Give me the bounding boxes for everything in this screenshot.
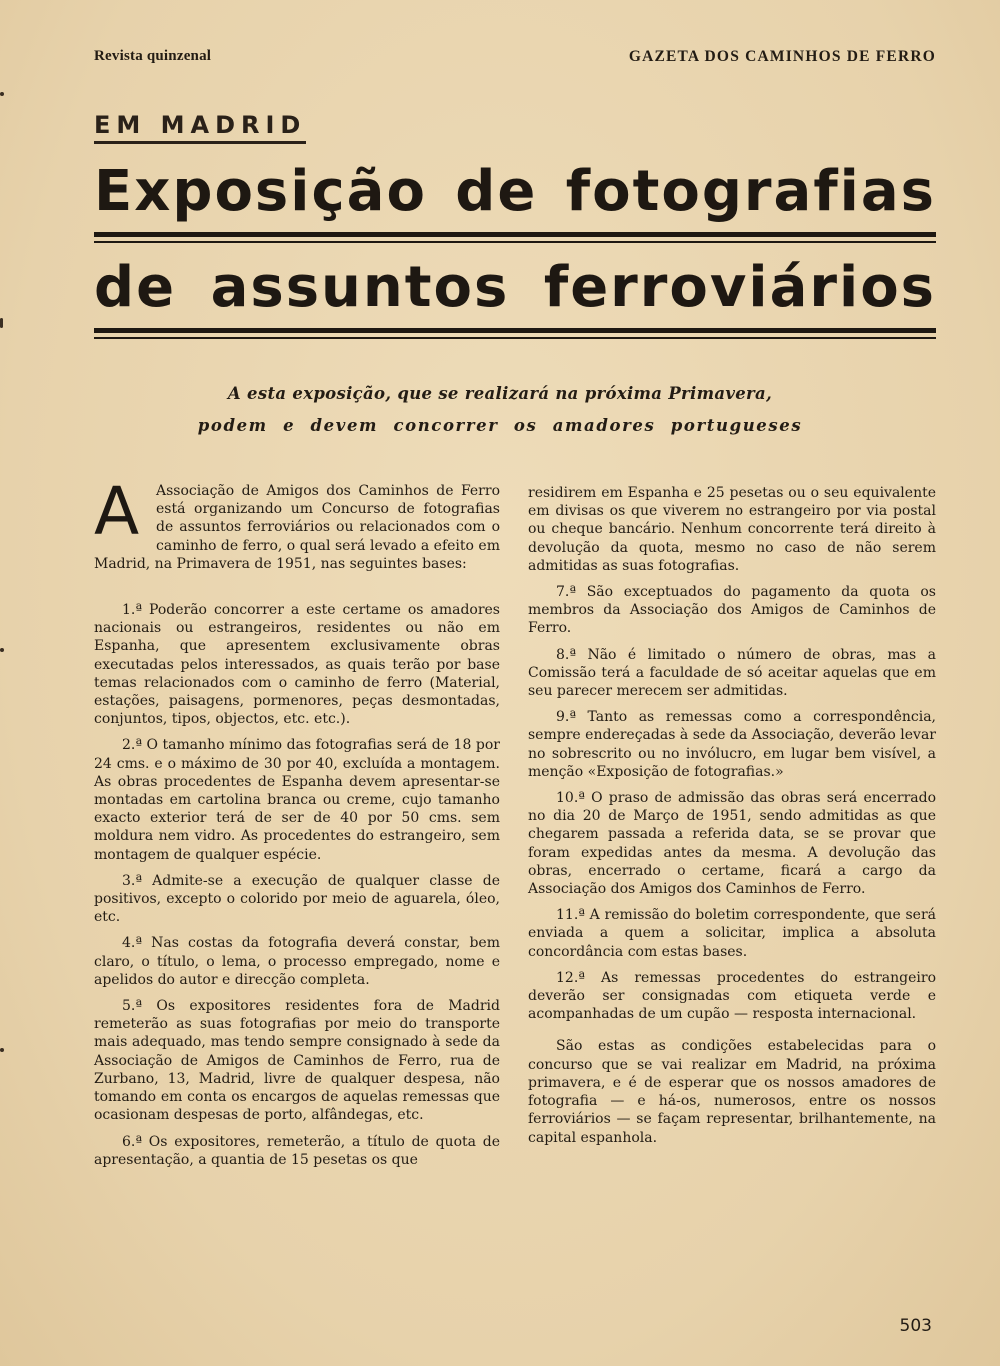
headline-rule — [94, 328, 936, 333]
rule-paragraph: 6.ª Os expositores, remeterão, a título de quota de apresentação, a quantia de 15 pesetas os que — [94, 1133, 500, 1168]
rule-paragraph: 9.ª Tanto as remessas como a correspondência, sempre endereçadas à sede da Associação, deverão levar no sobrescrito ou no invólucro, em lugar bem visível, a menção «Exposição de fotografias.» — [528, 709, 936, 780]
closing-paragraph: São estas as condições estabelecidas para o concurso que se vai realizar em Madrid, na próxima primavera, e é de esperar que os nossos amadores de fotografia — e há-os, numerosos, entre os nossos ferroviários — se façam representar, brilhantemente, na capital espanhola. — [528, 1038, 936, 1146]
subtitle-line-1: A esta exposição, que se realizará na próxima Primavera, — [227, 384, 773, 403]
intro-text: Associação de Amigos dos Caminhos de Ferro está organizando um Concurso de fotografias de assuntos ferroviários ou relacionados com o caminho de ferro, o qual será levado a efeito em Madrid, na Primavera de 1951, nas seguintes bases: — [94, 483, 500, 572]
headline-rule-thin — [94, 241, 936, 243]
rule-paragraph: 10.ª O praso de admissão das obras será encerrado no dia 20 de Março de 1951, sendo admitidas as que chegarem passada a referida data, se se provar que foram expedidas antes da mesma. A devolução das obras, encerrado o certame, ficará a cargo da Associação dos Amigos dos Caminhos de Ferro. — [528, 790, 936, 898]
drop-cap: A — [94, 473, 140, 550]
publication-title: GAZETA DOS CAMINHOS DE FERRO — [628, 48, 936, 65]
article-column-right — [528, 484, 936, 1155]
rule-paragraph: 12.ª As remessas procedentes do estrangeiro deverão ser consignadas com etiqueta verde e acompanhadas de um cupão — resposta internacional. — [528, 969, 936, 1023]
section-kicker: EM MADRID — [94, 111, 306, 144]
subtitle-line-2: podem e devem concorrer os amadores portugueses — [197, 416, 803, 435]
headline-rule — [94, 232, 936, 237]
headline-line-1: Exposição de fotografias — [94, 159, 936, 224]
rule-paragraph-continued: residirem em Espanha e 25 pesetas ou o seu equivalente em divisas os que viverem no estrangeiro por via postal ou cheque bancário. Nenhum concorrente terá direito à devolução da quota, mesmo no caso de não serem admitidas as suas fotografias. — [528, 485, 936, 574]
publication-frequency: Revista quinzenal — [94, 48, 212, 64]
rule-paragraph: 1.ª Poderão concorrer a este certame os amadores nacionais ou estrangeiros, residentes ou não em Espanha, que apresentem exclusivamente obras executadas pelos interessados, as quais terão por base temas relacionados com o caminho de ferro (Material, estações, paisagens, pormenores, peças desmontadas, conjuntos, tipos, objectos, etc. etc.). — [94, 602, 500, 728]
rule-paragraph: 11.ª A remissão do boletim correspondente, que será enviada a quem a solicitar, implica a absoluta concordância com estas bases. — [528, 907, 936, 960]
page-number: 503 — [899, 1316, 932, 1336]
margin-mark — [0, 1048, 4, 1052]
rule-paragraph: 2.ª O tamanho mínimo das fotografias será de 18 por 24 cms. e o máximo de 30 por 40, excluída a montagem. As obras procedentes de Espanha devem apresentar-se montadas em cartolina branca ou creme, cujo tamanho exacto exterior terá de ser de 40 por 50 cms. sem moldura nem vidro. As procedentes do estrangeiro, sem montagem de qualquer espécie. — [94, 737, 500, 863]
rule-paragraph: 4.ª Nas costas da fotografia deverá constar, bem claro, o título, o lema, o processo empregado, nome e apelidos do autor e direcção completa. — [94, 935, 500, 988]
headline-rule-thin — [94, 337, 936, 339]
margin-mark — [0, 318, 3, 328]
article-column-left — [94, 473, 500, 1177]
rule-paragraph: 3.ª Admite-se a execução de qualquer classe de positivos, excepto o colorido por meio de aguarela, óleo, etc. — [94, 872, 500, 926]
rule-paragraph: 8.ª Não é limitado o número de obras, mas a Comissão terá a faculdade de só aceitar aquelas que em seu parecer merecem ser admitidas. — [528, 646, 936, 700]
rule-paragraph: 7.ª São exceptuados do pagamento da quota os membros da Associação dos Amigos de Caminhos de Ferro. — [528, 584, 936, 637]
running-head — [94, 48, 936, 70]
headline-line-2: de assuntos ferroviários — [94, 255, 936, 320]
margin-mark — [0, 648, 4, 652]
intro-paragraph — [94, 473, 500, 581]
rule-paragraph: 5.ª Os expositores residentes fora de Madrid remeterão as suas fotografias por meio do transporte mais adequado, mas tendo sempre consignado à sede da Associação de Amigos de Caminhos de Ferro, rua de Zurbano, 13, Madrid, livre de qualquer despesa, não tomando em conta os encargos de aquelas remessas que ocasionam despesas de porto, alfândegas, etc. — [94, 998, 500, 1124]
margin-mark — [0, 92, 4, 96]
